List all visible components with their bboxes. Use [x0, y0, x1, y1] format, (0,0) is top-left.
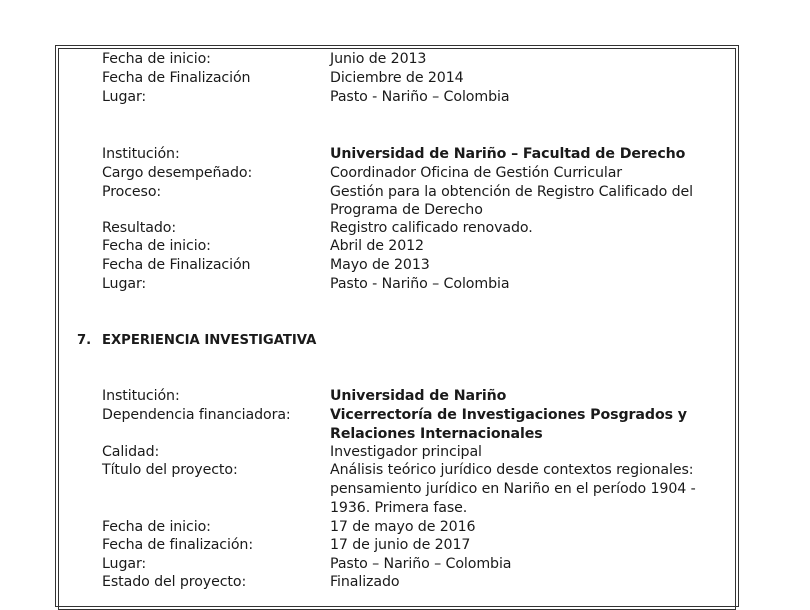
field-label: Título del proyecto:	[102, 462, 238, 478]
field-value-continuation: pensamiento jurídico en Nariño en el período 1904 -	[330, 481, 696, 497]
field-value: 17 de junio de 2017	[330, 537, 471, 553]
field-label: Lugar:	[102, 556, 147, 572]
section-number: 7.	[77, 333, 92, 348]
field-value: 17 de mayo de 2016	[330, 519, 476, 535]
field-value: Pasto - Nariño – Colombia	[330, 276, 510, 292]
field-label: Dependencia financiadora:	[102, 407, 291, 423]
field-value: Universidad de Nariño – Facultad de Derecho	[330, 146, 686, 162]
field-value: Gestión para la obtención de Registro Calificado del	[330, 184, 693, 200]
section-title: EXPERIENCIA INVESTIGATIVA	[102, 333, 317, 348]
field-value-continuation: 1936. Primera fase.	[330, 500, 468, 516]
field-label: Calidad:	[102, 444, 160, 460]
field-value-continuation: Relaciones Internacionales	[330, 426, 543, 442]
field-value: Finalizado	[330, 574, 400, 590]
field-value: Registro calificado renovado.	[330, 220, 533, 236]
field-value: Pasto – Nariño – Colombia	[330, 556, 512, 572]
field-label: Resultado:	[102, 220, 176, 236]
field-value: Pasto - Nariño – Colombia	[330, 89, 510, 105]
field-label: Fecha de Finalización	[102, 70, 251, 86]
field-label: Estado del proyecto:	[102, 574, 247, 590]
field-label: Institución:	[102, 146, 180, 162]
field-label: Proceso:	[102, 184, 162, 200]
field-value: Mayo de 2013	[330, 257, 430, 273]
field-label: Fecha de inicio:	[102, 51, 211, 67]
field-label: Fecha de Finalización	[102, 257, 251, 273]
field-value: Junio de 2013	[330, 51, 427, 67]
field-label: Fecha de finalización:	[102, 537, 253, 553]
field-value: Investigador principal	[330, 444, 482, 460]
field-label: Cargo desempeñado:	[102, 165, 253, 181]
field-label: Lugar:	[102, 276, 147, 292]
field-value: Universidad de Nariño	[330, 388, 507, 404]
field-value-continuation: Programa de Derecho	[330, 202, 483, 218]
field-value: Diciembre de 2014	[330, 70, 464, 86]
field-value: Análisis teórico jurídico desde contextos regionales:	[330, 462, 694, 478]
field-value: Abril de 2012	[330, 238, 424, 254]
field-label: Fecha de inicio:	[102, 238, 211, 254]
field-value: Vicerrectoría de Investigaciones Posgrados y	[330, 407, 687, 423]
field-value: Coordinador Oficina de Gestión Curricular	[330, 165, 623, 181]
section-heading	[77, 331, 316, 350]
field-label: Fecha de inicio:	[102, 519, 211, 535]
field-label: Lugar:	[102, 89, 147, 105]
field-label: Institución:	[102, 388, 180, 404]
